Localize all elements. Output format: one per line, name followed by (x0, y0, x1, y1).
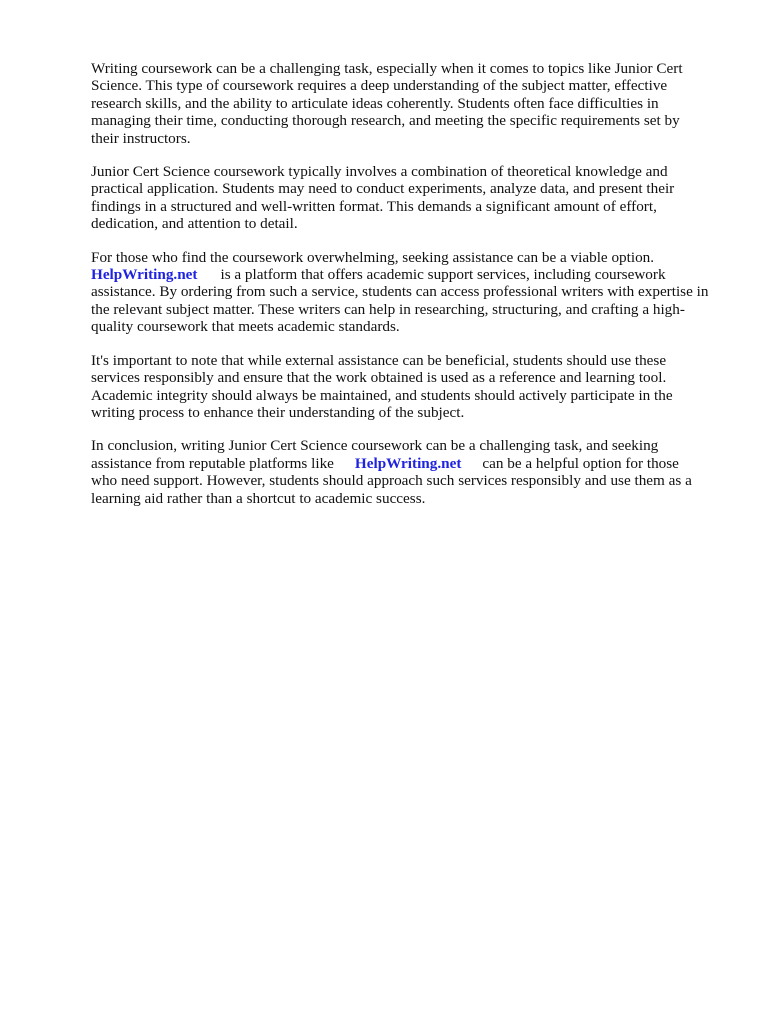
text-line-with-link (91, 455, 731, 472)
paragraph-academic-integrity (91, 352, 731, 422)
text-line: Junior Cert Science coursework typically involves a combination of theoretical knowledge and (91, 163, 668, 181)
text-line: It's important to note that while external assistance can be beneficial, students should use these (91, 351, 667, 369)
helpwriting-link[interactable]: HelpWriting.net (91, 266, 198, 284)
text-line-with-link (91, 266, 731, 283)
paragraph-assistance (91, 249, 731, 336)
document-body (91, 60, 731, 523)
text-line: research skills, and the ability to articulate ideas coherently. Students often face difficulties in (91, 94, 659, 112)
text-line: In conclusion, writing Junior Cert Science coursework can be a challenging task, and seeking (91, 437, 659, 455)
text-line: practical application. Students may need to conduct experiments, analyze data, and present their (91, 180, 675, 198)
text-line: Writing coursework can be a challenging task, especially when it comes to topics like Junior Cert (91, 60, 683, 77)
text-line: findings in a structured and well-written format. This demands a significant amount of effort, (91, 197, 657, 215)
text-line: the relevant subject matter. These writers can help in researching, structuring, and crafting a high- (91, 300, 685, 318)
text-line: Academic integrity should always be maintained, and students should actively participate in the (91, 386, 673, 404)
text-fragment: can be a helpful option for those (482, 454, 679, 472)
text-fragment: is a platform that offers academic support services, including coursework (220, 266, 666, 284)
text-line: Science. This type of coursework requires a deep understanding of the subject matter, effective (91, 77, 668, 95)
text-line: who need support. However, students should approach such services responsibly and use them as a (91, 472, 692, 490)
text-line: writing process to enhance their understanding of the subject. (91, 403, 465, 421)
paragraph-coursework-description (91, 163, 731, 233)
paragraph-conclusion (91, 437, 731, 507)
text-line: learning aid rather than a shortcut to academic success. (91, 489, 426, 507)
paragraph-intro (91, 60, 731, 147)
text-fragment: assistance from reputable platforms like (91, 454, 334, 472)
text-line: dedication, and attention to detail. (91, 215, 298, 233)
text-line: services responsibly and ensure that the work obtained is used as a reference and learning tool. (91, 369, 667, 387)
text-line: their instructors. (91, 129, 191, 147)
text-line: For those who find the coursework overwhelming, seeking assistance can be a viable option. (91, 248, 655, 266)
text-line: quality coursework that meets academic standards. (91, 318, 400, 336)
text-line: managing their time, conducting thorough research, and meeting the specific requirements set by (91, 112, 680, 130)
text-line: assistance. By ordering from such a service, students can access professional writers with expertise in (91, 283, 709, 301)
helpwriting-link[interactable]: HelpWriting.net (354, 454, 462, 472)
